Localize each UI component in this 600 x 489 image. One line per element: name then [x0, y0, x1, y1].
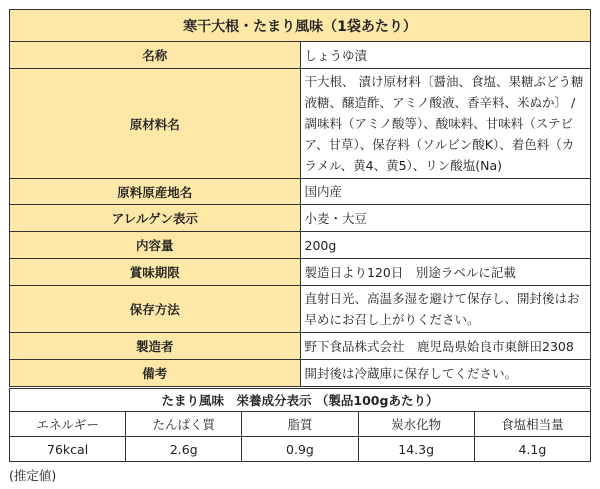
row-label: 製造者: [10, 333, 301, 360]
nutrition-header: エネルギー: [10, 412, 126, 437]
row-value: 直射日光、高温多湿を避けて保存し、開封後はお早めにお召し上がりください。: [300, 286, 591, 333]
nutrition-header: 炭水化物: [358, 412, 474, 437]
table-row: [10, 232, 591, 259]
table-row: [10, 360, 591, 387]
row-label: アレルゲン表示: [10, 205, 301, 232]
nutrition-value: 14.3g: [358, 437, 474, 462]
row-label: 内容量: [10, 232, 301, 259]
nutrition-header: 食塩相当量: [474, 412, 590, 437]
row-label: 原料原産地名: [10, 179, 301, 205]
table-row: [10, 205, 591, 232]
row-label: 原材料名: [10, 69, 301, 179]
nutrition-value-row: [10, 437, 591, 462]
row-label: 名称: [10, 42, 301, 69]
row-label: 備考: [10, 360, 301, 387]
nutrition-header: たんぱく質: [126, 412, 242, 437]
row-value: 野下食品株式会社 鹿児島県姶良市東餅田2308: [300, 333, 591, 360]
row-value: 製造日より120日 別途ラベルに記載: [300, 259, 591, 286]
table-row: [10, 286, 591, 333]
table-row: [10, 259, 591, 286]
table-row: [10, 69, 591, 179]
nutrition-title: たまり風味 栄養成分表示 （製品100gあたり）: [10, 389, 591, 412]
row-value: 200g: [300, 232, 591, 259]
table-row: [10, 333, 591, 360]
nutrition-header: 脂質: [242, 412, 358, 437]
row-value: 小麦・大豆: [300, 205, 591, 232]
table-row: [10, 42, 591, 69]
row-value: 干大根、 漬け原材料〔醤油、食塩、果糖ぶどう糖液糖、醸造酢、アミノ酸液、香辛料、米ぬか〕 / 調味料（アミノ酸等）、酸味料、甘味料（ステビア、甘草）、保存料（ソルビン酸K）、着色料（カラメル、黄4、黄5）、リン酸塩(Na): [300, 69, 591, 179]
estimate-note: (推定値): [9, 468, 57, 483]
nutrition-table: [9, 388, 591, 462]
row-label: 賞味期限: [10, 259, 301, 286]
row-value: 国内産: [300, 179, 591, 205]
row-value: 開封後は冷蔵庫に保存してください。: [300, 360, 591, 387]
nutrition-header-row: [10, 412, 591, 437]
nutrition-value: 76kcal: [10, 437, 126, 462]
nutrition-value: 0.9g: [242, 437, 358, 462]
row-label: 保存方法: [10, 286, 301, 333]
nutrition-value: 4.1g: [474, 437, 590, 462]
product-label-table: [9, 9, 591, 387]
table-row: [10, 179, 591, 205]
label-table-title: 寒干大根・たまり風味（1袋あたり）: [10, 10, 591, 42]
row-value: しょうゆ漬: [300, 42, 591, 69]
nutrition-value: 2.6g: [126, 437, 242, 462]
